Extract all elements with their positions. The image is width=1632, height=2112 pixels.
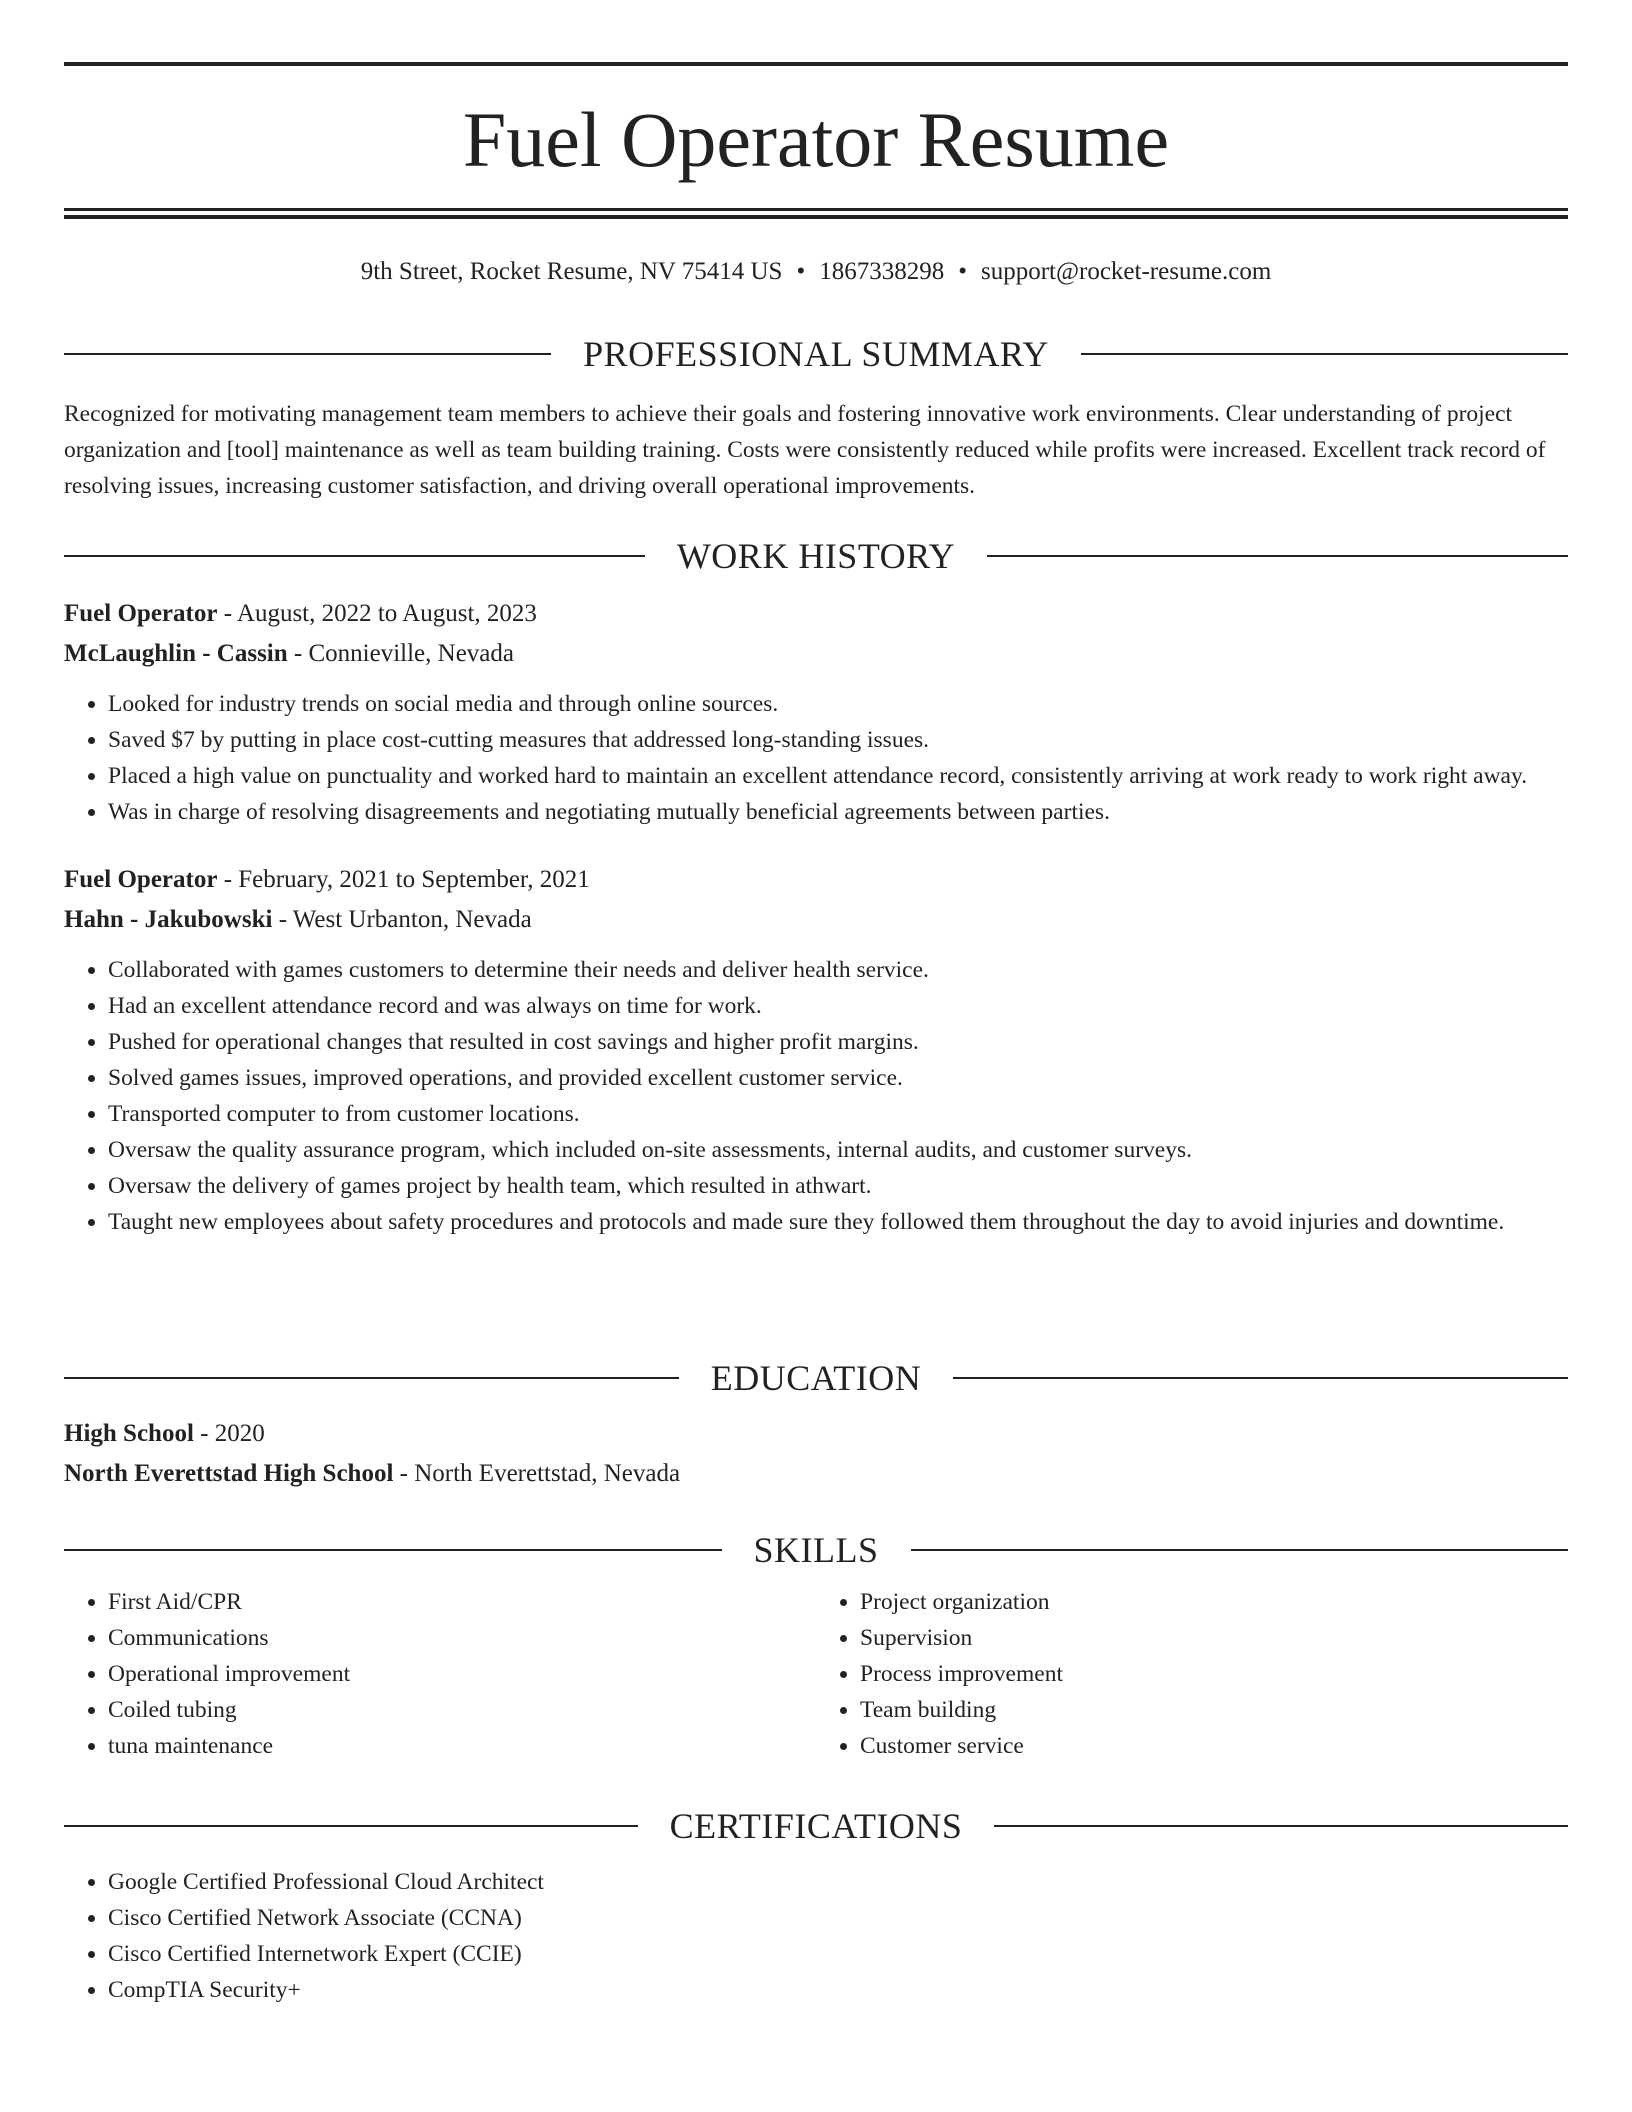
education-heading (64, 1354, 1568, 1402)
list-item: • Communications (108, 1620, 816, 1656)
job-bullets (64, 952, 1568, 1240)
contact-line (64, 254, 1568, 290)
list-item: • Pushed for operational changes that resulted in cost savings and higher profit margins. (108, 1024, 1568, 1060)
skills-list-left (64, 1584, 816, 1764)
list-item: • Operational improvement (108, 1656, 816, 1692)
education-heading-text: EDUCATION (710, 1358, 922, 1398)
job-company-line (64, 900, 1568, 940)
list-item: • Coiled tubing (108, 1692, 816, 1728)
list-item: • Process improvement (860, 1656, 1568, 1692)
heading-rule (994, 1825, 1568, 1827)
list-item: • Taught new employees about safety procedures and protocols and made sure they followed them throughout the day to avoid injuries and downtime. (108, 1204, 1568, 1240)
skills-list-right (816, 1584, 1568, 1764)
list-item: • Placed a high value on punctuality and worked hard to maintain an excellent attendance record, consistently arriving at work ready to work right away. (108, 758, 1568, 794)
heading-rule (64, 1377, 679, 1379)
heading-rule (911, 1549, 1569, 1551)
education-entry (64, 1414, 1568, 1494)
skills-heading-text: SKILLS (753, 1530, 879, 1570)
certifications-list (64, 1864, 1568, 2008)
education-section (64, 1354, 1568, 1494)
top-rule (64, 62, 1568, 66)
summary-heading-text: PROFESSIONAL SUMMARY (583, 334, 1049, 374)
contact-separator: • (796, 258, 806, 285)
skills-section (64, 1526, 1568, 1764)
contact-separator: • (958, 258, 967, 285)
list-item: • Saved $7 by putting in place cost-cutting measures that addressed long-standing issues. (108, 722, 1568, 758)
summary-heading (64, 330, 1568, 378)
job-company-line (64, 634, 1568, 674)
list-item: • Customer service (860, 1728, 1568, 1764)
job-dates: - February, 2021 to September, 2021 (217, 866, 590, 893)
heading-rule (1081, 353, 1568, 355)
list-item: • Had an excellent attendance record and was always on time for work. (108, 988, 1568, 1024)
job-entry (64, 860, 1568, 1240)
list-item: • Collaborated with games customers to determine their needs and deliver health service. (108, 952, 1568, 988)
heading-rule (64, 1825, 638, 1827)
list-item: • Oversaw the quality assurance program, which included on-site assessments, internal audits, and customer surveys. (108, 1132, 1568, 1168)
certifications-heading (64, 1802, 1568, 1850)
work-heading (64, 532, 1568, 580)
list-item: • Transported computer to from customer locations. (108, 1096, 1568, 1132)
list-item: • Google Certified Professional Cloud Architect (108, 1864, 1568, 1900)
list-item: • CompTIA Security+ (108, 1972, 1568, 2008)
list-item: • Team building (860, 1692, 1568, 1728)
job-location: - Connieville, Nevada (287, 640, 514, 667)
certifications-heading-text: CERTIFICATIONS (669, 1806, 963, 1846)
list-item: • Was in charge of resolving disagreements and negotiating mutually beneficial agreements between parties. (108, 794, 1568, 830)
education-school: North Everettstad High School (64, 1460, 394, 1487)
list-item: • Solved games issues, improved operations, and provided excellent customer service. (108, 1060, 1568, 1096)
list-item: • Project organization (860, 1584, 1568, 1620)
job-dates: - August, 2022 to August, 2023 (217, 600, 537, 627)
job-entry (64, 594, 1568, 830)
skills-columns (64, 1584, 1568, 1764)
education-year: - 2020 (193, 1420, 265, 1447)
skills-heading (64, 1526, 1568, 1574)
education-location: - North Everettstad, Nevada (393, 1460, 681, 1487)
heading-rule (953, 1377, 1568, 1379)
list-item: • Oversaw the delivery of games project by health team, which resulted in athwart. (108, 1168, 1568, 1204)
education-degree-line (64, 1414, 1568, 1454)
heading-rule (64, 353, 551, 355)
job-bullets (64, 686, 1568, 830)
work-heading-text: WORK HISTORY (676, 536, 956, 576)
job-location: - West Urbanton, Nevada (272, 906, 532, 933)
list-item: • Looked for industry trends on social media and through online sources. (108, 686, 1568, 722)
list-item: • tuna maintenance (108, 1728, 816, 1764)
title-double-rule (64, 208, 1568, 219)
work-section (64, 532, 1568, 1240)
job-company: McLaughlin - Cassin (64, 640, 288, 667)
page-title: Fuel Operator Resume (462, 96, 1170, 183)
education-school-line (64, 1454, 1568, 1494)
list-item: • First Aid/CPR (108, 1584, 816, 1620)
contact-address: 9th Street, Rocket Resume, NV 75414 US (360, 258, 783, 285)
heading-rule (64, 555, 645, 557)
summary-section (64, 330, 1568, 504)
job-title-line (64, 594, 1568, 634)
contact-email: support@rocket-resume.com (980, 258, 1272, 285)
contact-phone: 1867338298 (819, 258, 945, 285)
education-degree: High School (64, 1420, 194, 1447)
job-title: Fuel Operator (64, 600, 218, 627)
certifications-section (64, 1802, 1568, 2008)
list-item: • Cisco Certified Internetwork Expert (CCIE) (108, 1936, 1568, 1972)
job-title: Fuel Operator (64, 866, 218, 893)
job-company: Hahn - Jakubowski (64, 906, 273, 933)
heading-rule (987, 555, 1568, 557)
list-item: • Cisco Certified Network Associate (CCNA) (108, 1900, 1568, 1936)
job-title-line (64, 860, 1568, 900)
summary-text: Recognized for motivating management team members to achieve their goals and fostering innovative work environments. Clear understanding of project organization and [tool] maintenance as well as team building training. Costs were consistently reduced while profits were increased. Excellent track record of resolving issues, increasing customer satisfaction, and driving overall operational improvements. (64, 401, 1546, 499)
list-item: • Supervision (860, 1620, 1568, 1656)
heading-rule (64, 1549, 722, 1551)
